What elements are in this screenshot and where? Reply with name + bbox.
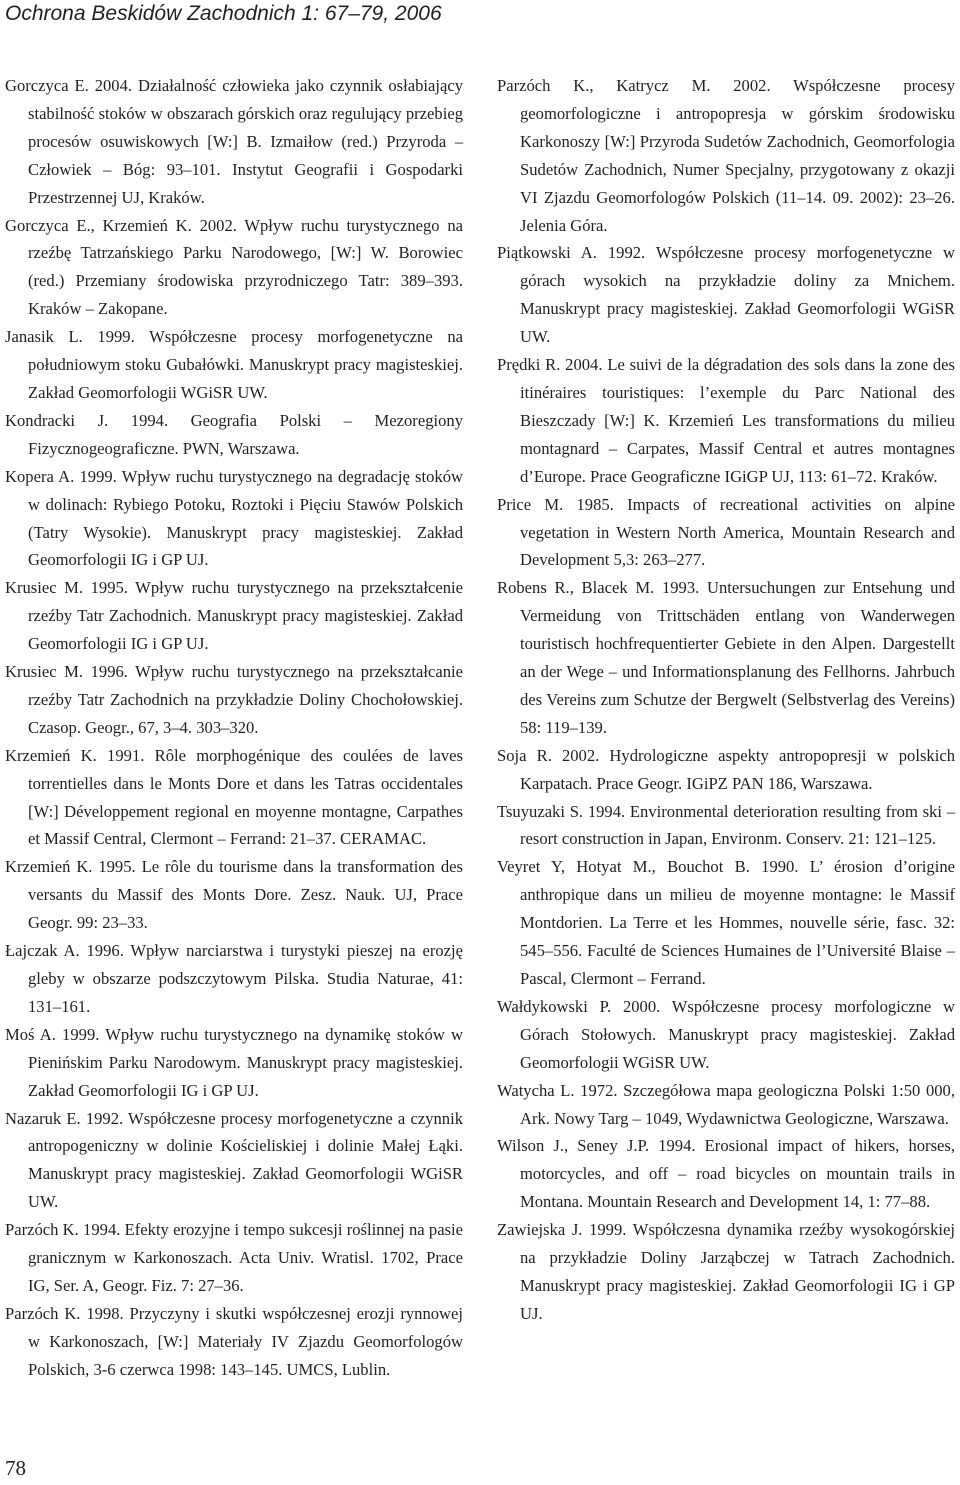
reference-entry: Nazaruk E. 1992. Współczesne procesy morfogenetyczne a czynnik antropogeniczny w dolinie Kościeliskiej i dolinie Małej Łąki. Manuskrypt pracy magisteskiej. Zakład Geomorfologii WGiSR UW. (5, 1108, 463, 1212)
reference-entry: Gorczyca E. 2004. Działalność człowieka jako czynnik osłabiający stabilność stoków w obszarach górskich oraz regulujący przebieg procesów osuwiskowych [W:] B. Izmaiłow (red.) Przyroda – Człowiek – Bóg: 93–101. Instytut Geografii i Gospodarki Przestrzennej UJ, Kraków. (5, 76, 463, 207)
reference-entry: Tsuyuzaki S. 1994. Environmental deterioration resulting from ski – resort construction in Japan, Environm. Conserv. 21: 121–125. (497, 801, 955, 849)
reference-entry: Soja R. 2002. Hydrologiczne aspekty antropopresji w polskich Karpatach. Prace Geogr. IGiPZ PAN 186, Warszawa. (497, 745, 955, 793)
reference-entry: Moś A. 1999. Wpływ ruchu turystycznego na dynamikę stoków w Pienińskim Parku Narodowym. Manuskrypt pracy magisteskiej. Zakład Geomorfologii IG i GP UJ. (5, 1024, 463, 1100)
reference-entry: Piątkowski A. 1992. Współczesne procesy morfogenetyczne w górach wysokich na przykładzie doliny za Mnichem. Manuskrypt pracy magisteskiej. Zakład Geomorfologii WGiSR UW. (497, 243, 955, 347)
reference-entry: Krzemień K. 1991. Rôle morphogénique des coulées de laves torrentielles dans le Monts Dore et dans les Tatras occidentales [W:] Développement regional en moyenne montagne, Carpathes et Massif Central, Clermont – Ferrand: 21–37. CERAMAC. (5, 745, 463, 849)
reference-entry: Janasik L. 1999. Współczesne procesy morfogenetyczne na południowym stoku Gubałówki. Manuskrypt pracy magisteskiej. Zakład Geomorfologii WGiSR UW. (5, 327, 463, 402)
reference-entry: Zawiejska J. 1999. Współczesna dynamika rzeźby wysokogórskiej na przykładzie Doliny Jarząbczej w Tatrach Zachodnich. Manuskrypt pracy magisteskiej. Zakład Geomorfologii IG i GP UJ. (497, 1220, 955, 1323)
reference-entry: Krzemień K. 1995. Le rôle du tourisme dans la transformation des versants du Massif des Monts Dore. Zesz. Nauk. UJ, Prace Geogr. 99: 23–33. (5, 857, 463, 933)
reference-entry: Kopera A. 1999. Wpływ ruchu turystycznego na degradację stoków w dolinach: Rybiego Potoku, Roztoki i Pięciu Stawów Polskich (Tatry Wysokie). Manuskrypt pracy magisteskiej. Zakład Geomorfologii IG i GP UJ. (5, 466, 463, 570)
references-right-column (497, 72, 955, 1328)
reference-entry: Łajczak A. 1996. Wpływ narciarstwa i turystyki pieszej na erozję gleby w obszarze podszczytowym Pilska. Studia Naturae, 41: 131–161. (5, 941, 463, 1016)
reference-entry: Parzóch K., Katrycz M. 2002. Współczesne procesy geomorfologiczne i antropopresja w górskim środowisku Karkonoszy [W:] Przyroda Sudetów Zachodnich, Geomorfologia Sudetów Zachodnich, Numer Specjalny, przygotowany z okazji VI Zjazdu Geomorfologów Polskich (11–14. 09. 2002): 23–26. Jelenia Góra. (497, 76, 955, 235)
page-number: 78 (5, 1456, 26, 1480)
reference-entry: Price M. 1985. Impacts of recreational activities on alpine vegetation in Western North America, Mountain Research and Development 5,3: 263–277. (497, 494, 955, 570)
reference-entry: Kondracki J. 1994. Geografia Polski – Mezoregiony Fizycznogeograficzne. PWN, Warszawa. (5, 410, 463, 458)
reference-entry: Parzóch K. 1998. Przyczyny i skutki współczesnej erozji rynnowej w Karkonoszach, [W:] Materiały IV Zjazdu Geomorfologów Polskich, 3-6 czerwca 1998: 143–145. UMCS, Lublin. (5, 1303, 463, 1379)
reference-entry: Wilson J., Seney J.P. 1994. Erosional impact of hikers, horses, motorcycles, and off – road bicycles on mountain trails in Montana. Mountain Research and Development 14, 1: 77–88. (497, 1136, 955, 1212)
reference-entry: Prędki R. 2004. Le suivi de la dégradation des sols dans la zone des itinéraires touristiques: l’exemple du Parc National des Bieszczady [W:] K. Krzemień Les transformations du milieu montagnard – Carpates, Massif Central et autres montagnes d’Europe. Prace Geograficzne IGiGP UJ, 113: 61–72. Kraków. (497, 355, 955, 486)
reference-entry: Veyret Y, Hotyat M., Bouchot B. 1990. L’ érosion d’origine anthropique dans un milieu de moyenne montagne: le Massif Montdorien. La Terre et les Hommes, nouvelle série, fasc. 32: 545–556. Faculté de Sciences Humaines de l’Université Blaise – Pascal, Clermont – Ferrand. (497, 857, 955, 988)
reference-entry: Parzóch K. 1994. Efekty erozyjne i tempo sukcesji roślinnej na pasie granicznym w Karkonoszach. Acta Univ. Wratisl. 1702, Prace IG, Ser. A, Geogr. Fiz. 7: 27–36. (5, 1220, 463, 1295)
reference-entry: Krusiec M. 1995. Wpływ ruchu turystycznego na przekształcenie rzeźby Tatr Zachodnich. Manuskrypt pracy magisteskiej. Zakład Geomorfologii IG i GP UJ. (5, 578, 463, 654)
reference-entry: Gorczyca E., Krzemień K. 2002. Wpływ ruchu turystycznego na rzeźbę Tatrzańskiego Parku Narodowego, [W:] W. Borowiec (red.) Przemiany środowiska przyrodniczego Tatr: 389–393. Kraków – Zakopane. (5, 215, 463, 319)
reference-entry: Robens R., Blacek M. 1993. Untersuchungen zur Entsehung und Vermeidung von Trittschäden entlang von Wanderwegen touristisch hochfrequentierter Gebiete in den Alpen. Dargestellt an der Wege – und Informationsplanung des Fellhorns. Jahrbuch des Vereins zum Schutze der Bergwelt (Selbstverlag des Vereins) 58: 119–139. (497, 578, 955, 737)
running-header: Ochrona Beskidów Zachodnich 1: 67–79, 2006 (5, 2, 442, 25)
reference-entry: Krusiec M. 1996. Wpływ ruchu turystycznego na przekształcanie rzeźby Tatr Zachodnich na przykładzie Doliny Chochołowskiej. Czasop. Geogr., 67, 3–4. 303–320. (5, 662, 463, 737)
references-left-column (5, 72, 463, 1384)
reference-entry: Watycha L. 1972. Szczegółowa mapa geologiczna Polski 1:50 000, Ark. Nowy Targ – 1049, Wydawnictwa Geologiczne, Warszawa. (497, 1080, 955, 1128)
reference-entry: Wałdykowski P. 2000. Współczesne procesy morfologiczne w Górach Stołowych. Manuskrypt pracy magisteskiej. Zakład Geomorfologii WGiSR UW. (497, 996, 955, 1072)
